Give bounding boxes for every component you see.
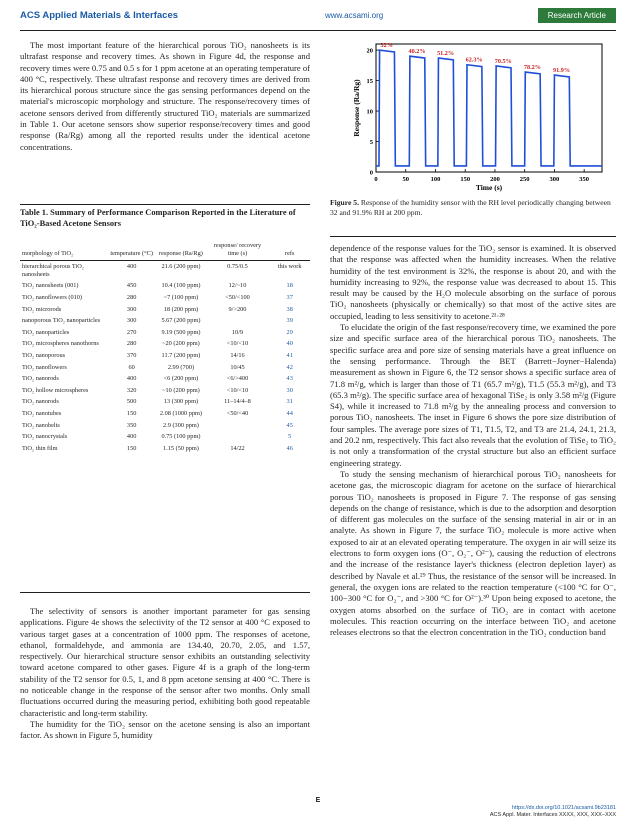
table-caption: Table 1. Summary of Performance Comparison Reported in the Literature of TiO₂-Based Acetone Sensors xyxy=(20,208,296,228)
header-rule xyxy=(20,30,616,31)
table-row xyxy=(20,304,310,316)
cell-times: 10/45 xyxy=(230,363,245,371)
humidity-level-label: 62.3% xyxy=(465,56,483,64)
cell-temperature: 400 xyxy=(126,263,137,271)
cell-response: ~10 (200 ppm) xyxy=(162,386,200,394)
table-row xyxy=(20,261,310,281)
cell-ref[interactable]: 44 xyxy=(286,409,293,417)
cell-ref[interactable]: 45 xyxy=(286,421,293,429)
table-row xyxy=(20,420,310,432)
journal-header xyxy=(20,6,616,30)
y-tick-label: 15 xyxy=(366,78,373,86)
cell-temperature: 400 xyxy=(126,375,137,383)
humidity-level-label: 91.9% xyxy=(553,67,571,75)
cell-morphology: TiO₂ nanoparticles xyxy=(22,328,70,336)
y-tick-label: 0 xyxy=(369,169,373,177)
cell-morphology: TiO₂ hollow microspheres xyxy=(22,386,89,394)
x-tick-label: 0 xyxy=(374,176,378,183)
cell-response: 0.75 (100 ppm) xyxy=(161,433,201,441)
cell-morphology: TiO₂ nanorods xyxy=(22,398,59,406)
table-header-row xyxy=(20,242,310,261)
cell-ref[interactable]: 31 xyxy=(286,398,293,406)
cell-times: 11–14/4–8 xyxy=(224,398,251,406)
cell-times xyxy=(206,420,270,432)
x-tick-label: 300 xyxy=(549,176,560,183)
journal-url[interactable]: www.acsami.org xyxy=(325,11,384,20)
cell-temperature: 500 xyxy=(126,398,137,406)
table-row xyxy=(20,443,310,455)
cell-times xyxy=(206,431,270,443)
cell-temperature: 450 xyxy=(126,282,137,290)
cell-morphology: nanoporous TiO₂ nanoparticles xyxy=(22,317,101,325)
cell-morphology: TiO₂ nanosheets (001) xyxy=(22,282,79,290)
cell-ref[interactable]: 37 xyxy=(286,293,293,301)
cell-response: <6 (200 ppm) xyxy=(163,375,199,383)
header-morphology: morphology of TiO₂ xyxy=(20,242,107,261)
cell-temperature: 150 xyxy=(126,444,137,452)
x-tick-label: 200 xyxy=(490,176,500,183)
paragraph-text: The humidity for the TiO₂ sensor on the acetone sensing is also an important factor. As shown in Figure 5, humidity xyxy=(20,718,310,741)
figure-divider xyxy=(330,236,616,237)
performance-table xyxy=(20,242,310,454)
table-body xyxy=(20,261,310,455)
table-row xyxy=(20,408,310,420)
cell-morphology: TiO₂ nanotubes xyxy=(22,409,62,417)
footer-citation xyxy=(490,805,616,819)
cell-ref[interactable]: 42 xyxy=(286,363,293,371)
cell-temperature: 300 xyxy=(126,305,137,313)
left-paragraph-1 xyxy=(20,40,310,153)
paragraph-text: dependence of the response values for the TiO₂ sensor is examined. It is observed that the response was affected when the humidity increases. When the relative humidity of the test environment is 32%, the response is about 20, and with the humidity increasing to 92%, the response value was decreased to about 15. This result may be caused by the H₂O molecule absorbing on the surface of porous TiO₂ nanosheets (physically or chemically) so that most of the active sites are occupied, leading to less sensitivity to acetone.²¹·²⁸ xyxy=(330,243,616,321)
cell-times: 14/22 xyxy=(230,444,245,452)
cell-morphology: TiO₂ nanoflowers (010) xyxy=(22,293,83,301)
right-paragraphs xyxy=(330,243,616,638)
cell-times: 9/>200 xyxy=(228,305,247,313)
figure-caption-text: Response of the humidity sensor with the RH level periodically changing between 32 and 91.9% RH at 200 ppm. xyxy=(330,198,611,217)
cell-response: 2.08 (1000 ppm) xyxy=(159,409,203,417)
cell-morphology: TiO₂ thin film xyxy=(22,444,58,452)
humidity-level-label: 51.2% xyxy=(437,50,455,58)
table-row xyxy=(20,280,310,292)
x-axis-label: Time (s) xyxy=(475,183,503,192)
table-row xyxy=(20,350,310,362)
table-row xyxy=(20,396,310,408)
figure-label: Figure 5. xyxy=(330,198,359,207)
humidity-level-label: 70.5% xyxy=(494,57,512,65)
y-tick-label: 10 xyxy=(366,108,373,116)
table-row xyxy=(20,373,310,385)
cell-morphology: TiO₂ nanobelts xyxy=(22,421,60,429)
doi-link[interactable]: https://dx.doi.org/10.1021/acsami.9b23181 xyxy=(512,805,616,811)
cell-morphology: TiO₂ nanoflowers xyxy=(22,363,67,371)
cell-response: 11.7 (200 ppm) xyxy=(161,351,201,359)
cell-response: 1.15 (50 ppm) xyxy=(163,444,199,452)
y-tick-label: 20 xyxy=(366,47,373,55)
cell-ref[interactable]: 38 xyxy=(286,305,293,313)
table-row xyxy=(20,431,310,443)
x-tick-label: 50 xyxy=(402,176,409,183)
humidity-level-label: 32% xyxy=(380,42,393,50)
cell-ref[interactable]: 43 xyxy=(286,375,293,383)
x-tick-label: 250 xyxy=(519,176,530,183)
figure-5 xyxy=(330,36,616,196)
cell-response: 13 (300 ppm) xyxy=(163,398,199,406)
x-tick-label: 350 xyxy=(579,176,590,183)
cell-ref[interactable]: 30 xyxy=(286,386,293,394)
header-temperature: temperature (°C) xyxy=(107,242,156,261)
paragraph-text: To study the sensing mechanism of hierarchical porous TiO₂ nanosheets for acetone gas, the microscopic diagram for acetone on the surface of hierarchical porous TiO₂ nanosheets is proposed in Figure 7. The response of gas sensing depends on the change of resistance, which is due to the adsorption and desorption of different gas molecules on the surface of the sensing material in air or in an analyte. As shown in Figure 7, the surface TiO₂ molecule is more active when exposed to air at an elevated operating temperature. The oxygen in air will seize its electrons to form oxygen ions (O⁻, O₂⁻, O²⁻), causing the reduction of electrons and the increase of the resistance layer's thickness (electron depletion layer) as described by Navale et al.²⁹ Thus, the resistance of the sensor will be increased. In general, the oxygen ions are related to the reaction temperature (<100 °C for O⁻, 100−300 °C for O₂⁻, and >300 °C for O²⁻).³⁰ Upon being exposed to acetone, the oxygen atoms absorbed on the surface of TiO₂ are in contact with acetone molecules. This reaction occurring on the interface between TiO₂ and acetone releases electrons so that the electron concentration in the TiO₂ conduction band xyxy=(330,468,616,638)
cell-times: 14/16 xyxy=(230,351,245,359)
cell-temperature: 370 xyxy=(126,351,137,359)
table-row xyxy=(20,327,310,339)
table-row xyxy=(20,338,310,350)
table-row xyxy=(20,292,310,304)
cell-morphology: TiO₂ microspheres nanothorns xyxy=(22,340,99,348)
cell-response: ~20 (200 ppm) xyxy=(162,340,200,348)
cell-times: 10/9 xyxy=(231,328,244,336)
y-tick-label: 5 xyxy=(369,139,373,147)
cell-times: <50/<100 xyxy=(225,293,250,301)
cell-morphology: hierarchical porous TiO₂ nanosheets xyxy=(22,263,85,278)
page-number: E xyxy=(315,797,321,804)
cell-ref[interactable]: 46 xyxy=(286,444,293,452)
humidity-level-label: 78.2% xyxy=(523,64,541,72)
cell-ref[interactable]: 5 xyxy=(288,433,292,441)
cell-temperature: 280 xyxy=(126,293,137,301)
cell-temperature: 60 xyxy=(128,363,135,371)
header-response: response (Ra/Rg) xyxy=(156,242,205,261)
left-paragraph-2 xyxy=(20,606,310,742)
cell-response: 2.9 (300 ppm) xyxy=(163,421,199,429)
header-times: response/ recovery time (s) xyxy=(206,242,270,261)
x-tick-label: 100 xyxy=(430,176,441,183)
cell-response: 10.4 (100 ppm) xyxy=(161,282,201,290)
cell-temperature: 280 xyxy=(126,340,137,348)
cell-morphology: TiO₂ microrods xyxy=(22,305,62,313)
cell-temperature: 400 xyxy=(126,433,137,441)
cell-ref[interactable]: 39 xyxy=(286,317,293,325)
x-tick-label: 150 xyxy=(460,176,471,183)
cell-times: 0.75/0.5 xyxy=(227,263,248,271)
cell-response: 18 (200 ppm) xyxy=(163,305,199,313)
paragraph-text: The most important feature of the hierarchical porous TiO₂ nanosheets is its ultrafast response and recovery times. As shown in Figure 4d, the response and recovery times were 0.75 and 0.5 s for 1 ppm acetone at an operating temperature of 400 °C, respectively. These ultrafast response and recovery times are derived from its hierarchical porous structure since the gas sensing performances depend on the material's microscopic morphology and structure. The response/recovery times of acetone sensors derived from differently structured TiO₂ materials are summarized in Table 1. Our acetone sensors show superior response/recovery times and good response (Ra/Rg) among all the reported results under the identical acetone concentrations. xyxy=(20,40,310,152)
cell-temperature: 270 xyxy=(126,328,137,336)
cell-response: 9.19 (500 ppm) xyxy=(161,328,201,336)
humidity-level-label: 40.2% xyxy=(408,48,426,56)
article-type-badge: Research Article xyxy=(538,8,616,23)
paragraph-text: To elucidate the origin of the fast response/recovery time, we examined the pore size and specific surface area of the hierarchical porous TiO₂ nanosheets. The specific surface area and pore size of sensing materials have a great influence on the sensing performance. Through the BET (Barrett−Joyner−Halenda) measurement as shown in Figure 6, the T2 sensor shows a specific surface area of 71.8 m²/g, which is larger than those of T1 (65.7 m²/g), T1.5 (55.3 m²/g), and T3 (65.3 m²/g). The specific surface area of hexagonal TiSe₂ is only 3.58 m²/g (Figure S4), while it increased to 71.8 m²/g by the annealing process and conversion to porous TiO₂ nanosheets. The inset in Figure 6 shows the pore size distribution of four samples. The average pore sizes of T1, T1.5, T2, and T3 are 21.4, 24.1, 21.3, and 20.2 nm, respectively. This fact also reveals that the evolution of TiSe₂ to TiO₂ is not only a transformation of the crystal structure but also an efficient surface engineering strategy. xyxy=(330,322,616,468)
cell-response: 2.99 (700) xyxy=(167,363,195,371)
cell-temperature: 350 xyxy=(126,421,137,429)
paragraph-text: The selectivity of sensors is another important parameter for gas sensing applications. Figure 4e shows the selectivity of the T2 sensor at 400 °C exposed to various target gases at a concentration of 1000 ppm. The responses of acetone, ethanol, formaldehyde, and ammonia are 134.40, 20.70, 2.05, and 1.57, respectively. Our hierarchical structure sensor exhibits an outstanding selectivity toward acetone compared to other gases. Figure 4f is a graph of the long-term stability of the T2 sensor for 0.5, 1, and 8 ppm acetone sensing at 400 °C. There is no noticeable change in the response of the sensor after two months. Only small fluctuations occurred during the measuring period, exhibiting both good repeatable characteristic and long-term stability. xyxy=(20,606,310,718)
humidity-response-chart xyxy=(330,36,616,196)
cell-times: <6/>400 xyxy=(226,375,249,383)
cell-ref[interactable]: 41 xyxy=(286,351,293,359)
cell-temperature: 150 xyxy=(126,409,137,417)
citation-text: ACS Appl. Mater. Interfaces XXXX, XXX, XXX−XXX xyxy=(489,812,616,818)
cell-morphology: TiO₂ nanocrystals xyxy=(22,433,68,441)
cell-times: <10/<10 xyxy=(226,340,249,348)
cell-ref[interactable]: 40 xyxy=(286,340,293,348)
figure-caption xyxy=(330,198,616,218)
cell-times: <50/<40 xyxy=(226,409,249,417)
table-row xyxy=(20,315,310,327)
cell-times: <10/<10 xyxy=(226,386,249,394)
cell-ref: this work xyxy=(277,263,302,271)
cell-response: ~7 (100 ppm) xyxy=(163,293,199,301)
cell-times xyxy=(206,315,270,327)
table-top-rule xyxy=(20,204,310,205)
cell-temperature: 320 xyxy=(126,386,137,394)
cell-times: 12/~10 xyxy=(228,282,247,290)
cell-response: 21.6 (200 ppm) xyxy=(161,263,201,271)
y-axis-label: Response (Ra/Rg) xyxy=(352,79,361,137)
cell-temperature: 300 xyxy=(126,317,137,325)
table-row xyxy=(20,385,310,397)
cell-morphology: TiO₂ nanorods xyxy=(22,375,59,383)
header-refs: refs xyxy=(269,242,310,261)
cell-response: 5.67 (200 ppm) xyxy=(161,317,201,325)
table-bottom-rule xyxy=(20,592,310,593)
cell-ref[interactable]: 29 xyxy=(286,328,293,336)
cell-morphology: TiO₂ nanoporous xyxy=(22,351,66,359)
cell-ref[interactable]: 18 xyxy=(286,282,293,290)
table-row xyxy=(20,362,310,374)
journal-name: ACS Applied Materials & Interfaces xyxy=(20,10,179,21)
